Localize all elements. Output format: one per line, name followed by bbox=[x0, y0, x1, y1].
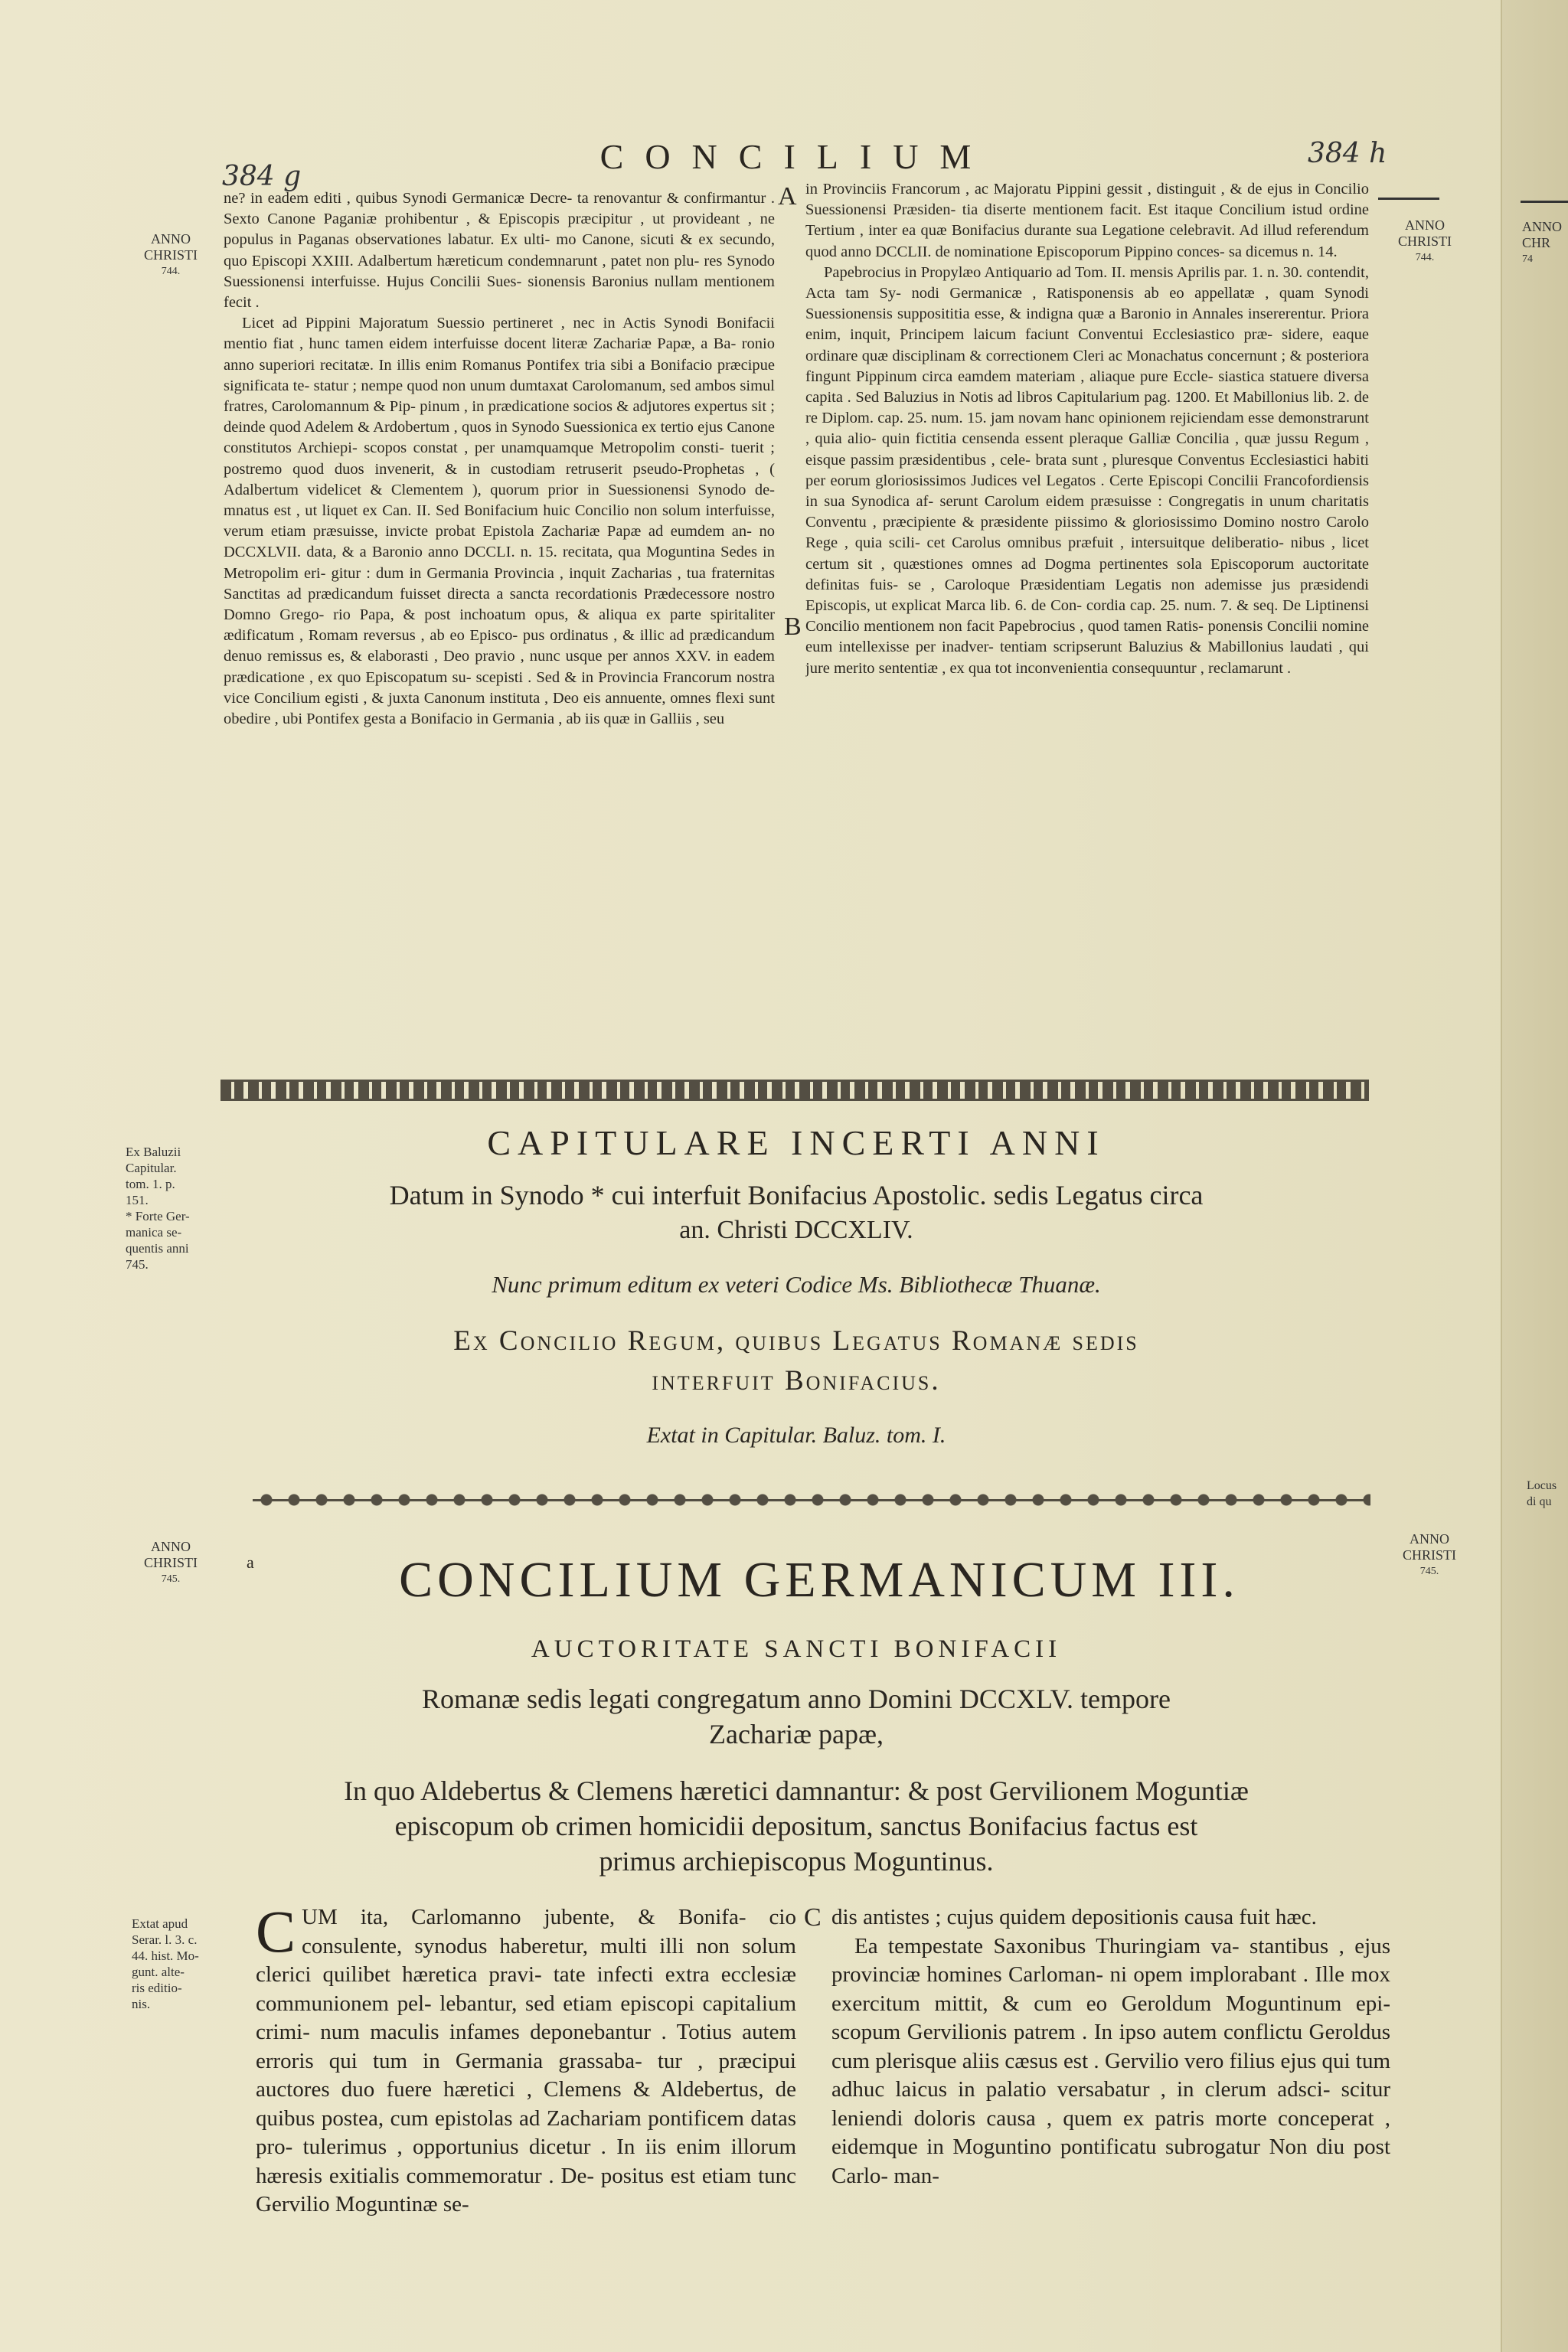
bottom-right-column bbox=[831, 1903, 1390, 2332]
margin-baluz-note bbox=[126, 1144, 233, 1272]
margin-anno-right-top bbox=[1383, 217, 1467, 266]
margin-anno-far-right-top bbox=[1522, 219, 1568, 267]
margin-line: 74 bbox=[1522, 253, 1533, 265]
capitulare-line1: Datum in Synodo * cui interfuit Bonifacius Apostolic. sedis Legatus circa bbox=[389, 1180, 1204, 1210]
margin-line: quentis anni bbox=[126, 1241, 189, 1256]
top-right-column bbox=[805, 179, 1369, 1081]
capitulare-line4: Ex Concilio Regum, quibus Legatus Romanæ sedis bbox=[453, 1325, 1139, 1357]
running-head: CONCILIUM bbox=[599, 137, 993, 176]
concilium-sub2: Romanæ sedis legati congregatum anno Domini DCCXLV. tempore bbox=[422, 1684, 1171, 1714]
margin-line: Capitular. bbox=[126, 1161, 177, 1175]
capitulare-line3: Nunc primum editum ex veteri Codice Ms. Bibliothecæ Thuanæ. bbox=[492, 1271, 1101, 1298]
note-marker-a: a bbox=[247, 1553, 254, 1572]
folio-left: 384 g bbox=[222, 161, 302, 192]
margin-extat-note bbox=[132, 1916, 239, 2012]
capitulare-line5: interfuit Bonifacius. bbox=[652, 1365, 941, 1396]
capitulare-title: CAPITULARE INCERTI ANNI bbox=[487, 1123, 1106, 1162]
ornament-rule-floral bbox=[253, 1487, 1370, 1513]
column-marker-a: A bbox=[778, 182, 797, 211]
paragraph: Licet ad Pippini Majoratum Suessio pertineret , nec in Actis Synodi Bonifacii mentio fiat , hunc tamen eidem interfuisse docent literæ Zachariæ Papæ, a Ba- ronio anno superiori recitatæ. In illis enim Romanus Pontifex tria sibi a Bonifacio præcipue significata te- statur ; nempe quod non unum dumtaxat Carolomanum, sed ambos simul fratres, Carolomannum & Pip- pinum , in prædicatione socios & adjutores expertus sit ; deinde quod Adelem & Ardobertum , quos in Synodo Suessionica ex tertio ejus Canone constitutos Archiepi- scopos constat , per unamquamque Metropolim consti- tuerit ; postremo quod duos invenerit, & in custodiam retruserit pseudo-Prophetas , ( Adalbertum videlicet & Clementem ), quorum prior in Suessionensi Synodo de- mnatus est , ut liquet ex Can. II. Sed Bonifacium huic Concilio non solum interfuisse, verum etiam præsuisse, invicte probat Epistola Zachariæ Papæ ad eumdem an- no DCCXLVII. data, & a Baronio anno DCCLI. n. 15. recitata, qua Moguntina Sedes in Metropolim eri- gitur : dum in Germania Provincia , inquit Zacharias , tua fraternitas Sanctitas ad prædicandum fuisset directa a sancta recordationis Prædecessore nostro Domno Grego- rio Papa, & post inchoatum opus, & aliqua ex parte spiritaliter ædificatum , Romam reversus , ab eo Episco- pus ordinatus , & illic ad prædicandum denuo remissus es, & elaborasti , Deo pravio , nunc usque per annos XXV. in eadem prædicatione , ex quo Episcopatum su- scepisti . Sed & in Provincia Francorum nostra vice Concilium egisti , & juxta Canonum instituta , Deo eis annuente, omnes flexi sunt obedire , ubi Pontifex gesta a Bonifacio in Germania , ab iis quæ in Galliis , seu bbox=[224, 315, 775, 728]
margin-line: ANNO bbox=[151, 1539, 191, 1554]
margin-rule bbox=[1378, 198, 1439, 200]
margin-line: CHRISTI bbox=[143, 247, 198, 263]
margin-line: di qu bbox=[1527, 1495, 1552, 1508]
margin-anno-left-mid bbox=[129, 1539, 213, 1587]
concilium-sub5: episcopum ob crimen homicidii depositum, sanctus Bonifacius factus est bbox=[394, 1811, 1198, 1841]
margin-line: CHRISTI bbox=[1397, 234, 1452, 249]
capitulare-line6: Extat in Capitular. Baluz. tom. I. bbox=[646, 1423, 946, 1448]
margin-line: tom. 1. p. bbox=[126, 1177, 175, 1191]
paragraph: Ea tempestate Saxonibus Thuringiam va- stantibus , ejus provinciæ homines Carloman- ni opem implorabant . Ille mox exercitum mittit, & cum eo Geroldum Moguntinum epi- scopum Gervilionis patrem . In ipso autem conflictu Geroldus cum plerisque aliis cæsus est . Gervilio vero filius ejus qui tum adhuc laicus in palatio versabatur , in clerum adsci- scitur leniendi doloris causa , quem ex patris morte conceperat , eidemque in Moguntino pontificatu subrogatur Non diu post Carlo- man- bbox=[831, 1933, 1390, 2188]
margin-line: nis. bbox=[132, 1997, 151, 2011]
paragraph: ne? in eadem editi , quibus Synodi Germanicæ Decre- ta renovantur & confirmantur . Sexto Canone Paganiæ prohibentur , & Episcopis præcipitur , ut provideant , ne populus in Paganas observationes labatur. Ex ulti- mo Canone, sicuti & ex secundo, quo Episcopi XXIII. Adalbertum hæreticum condemnarunt , patet non plu- res Synodo Suessionensi interfuisse. Hujus Concilii Sues- sionensis Baronius nullam mentionem fecit . bbox=[224, 190, 775, 312]
folio-right: 384 h bbox=[1308, 138, 1387, 169]
margin-line: 745. bbox=[126, 1257, 149, 1272]
paragraph: UM ita, Carlomanno jubente, & Bonifa- cio consulente, synodus haberetur, multi illi non solum clerici quilibet hæretica pravi- tate infecti extra ecclesiæ communionem pel- lebantur, sed etiam episcopi capitalium crimi- num maculis infames deponebantur . Totius autem erroris qui tum in Germania grassaba- tur , præcipui auctores duo fuere hæretici , Clemens & Aldebertus, de quibus postea, cum epistolas ad Zachariam pontificem datas pro- tulerimus , opportunius dicetur . In iis enim illorum hæresis exitialis commemoratur . De- positus est etiam tunc Gervilio Moguntinæ se- bbox=[256, 1905, 796, 2216]
drop-cap: C bbox=[256, 1903, 296, 1965]
column-marker-b: B bbox=[784, 612, 802, 641]
concilium-sub1: AUCTORITATE SANCTI BONIFACII bbox=[531, 1635, 1062, 1663]
margin-line: 745. bbox=[161, 1573, 181, 1585]
concilium-sub3: Zachariæ papæ, bbox=[709, 1719, 884, 1749]
facing-page-edge bbox=[1501, 0, 1568, 2352]
margin-line: CHRISTI bbox=[143, 1555, 198, 1570]
margin-line: 151. bbox=[126, 1193, 149, 1207]
margin-anno-left-top bbox=[129, 231, 213, 279]
ornament-rule bbox=[220, 1080, 1369, 1101]
margin-line: 745. bbox=[1419, 1566, 1439, 1577]
margin-line: ANNO bbox=[1522, 219, 1562, 234]
capitulare-line2: an. Christi DCCXLIV. bbox=[679, 1216, 913, 1244]
margin-line: Locus bbox=[1527, 1479, 1557, 1492]
margin-line: CHRISTI bbox=[1402, 1547, 1456, 1563]
margin-anno-right-mid bbox=[1387, 1531, 1472, 1579]
margin-line: * Forte Ger- bbox=[126, 1209, 190, 1223]
margin-rule bbox=[1521, 201, 1568, 203]
margin-line: ris editio- bbox=[132, 1981, 182, 1995]
margin-locus-note bbox=[1527, 1478, 1568, 1510]
margin-line: 744. bbox=[161, 266, 181, 277]
margin-line: 744. bbox=[1415, 252, 1435, 263]
margin-line: Ex Baluzii bbox=[126, 1145, 181, 1159]
margin-line: Extat apud bbox=[132, 1916, 188, 1931]
concilium-sub6: primus archiepiscopus Moguntinus. bbox=[599, 1846, 994, 1877]
margin-line: 44. hist. Mo- bbox=[132, 1949, 199, 1963]
margin-line: manica se- bbox=[126, 1225, 182, 1240]
concilium-title: CONCILIUM GERMANICUM III. bbox=[399, 1552, 1240, 1608]
top-left-column bbox=[224, 188, 775, 1081]
paragraph: dis antistes ; cujus quidem depositionis causa fuit hæc. bbox=[831, 1905, 1317, 1929]
margin-line: ANNO bbox=[1405, 217, 1445, 233]
bottom-left-column bbox=[256, 1903, 796, 2301]
margin-line: ANNO bbox=[1410, 1531, 1449, 1547]
margin-line: gunt. alte- bbox=[132, 1965, 185, 1979]
concilium-sub4: In quo Aldebertus & Clemens hæretici damnantur: & post Gervilionem Moguntiæ bbox=[344, 1775, 1249, 1806]
column-marker-c: C bbox=[804, 1903, 822, 1932]
margin-line: ANNO bbox=[151, 231, 191, 247]
margin-line: Serar. l. 3. c. bbox=[132, 1932, 198, 1947]
paragraph: Papebrocius in Propylæo Antiquario ad Tom. II. mensis Aprilis par. 1. n. 30. contendit, Acta tam Sy- nodi Germanicæ , Ratisponensis ab eo appellatæ , quam Synodi Suessionensis supposititia esse, & indigna quæ a Baronio in Annales insererentur. Priora enim, inquit, Principem laicum faciunt Conventui Ecclesiastico præ- sidere, eaque ordinare quæ disciplinam & correctionem Cleri ac Monachatus concernunt ; & posteriora fingunt Pippinum circa eamdem materiam , aliaque pure Eccle- siastica statuere diversa capita . Sed Baluzius in Notis ad libros Capitularium pag. 1200. Et Mabillonius lib. 2. de re Diplom. cap. 25. num. 15. jam novam hanc opinionem rejiciendam esse demonstrarunt , quia alio- quin fictitia censenda essent pleraque Galliæ Concilia , quæ jussu Regum , eisque passim præsidentibus , cele- brata sunt , pluresque Conventus Ecclesiastici habiti per eorum gloriosissimos Judices vel Legatos . Certe Episcopi Concilii Francofordiensis in sua Synodica af- serunt Carolum eidem præsuisse : Congregatis in unum charitatis Conventu , præcipiente & præsidente piissimo & gloriosissimo Domino nostro Carolo Rege , quia scili- cet Carolus omnibus præfuit , intersuitque deliberatio- nibus , licet certum sit , quæstiones omnes ad Dogma pertinentes sola Episcoporum auctoritate definitas fuis- se , Caroloque Præsidentiam Legatis non ademisse jus præsidendi Episcopis, ut explicat Marca lib. 6. de Con- cordia cap. 25. num. 7. & seq. De Liptinensi Concilio mentionem non facit Papebrocius , quod tamen Ratis- ponensis Concilii nomine eum intellexisse per inadver- tentiam scripserunt Baluzius & Mabillonius laudati , qui jure merito sententiæ , ex qua tot inconvenientia consequuntur , reclamarunt . bbox=[805, 263, 1369, 677]
margin-line: CHR bbox=[1522, 235, 1551, 250]
paragraph: in Provinciis Francorum , ac Majoratu Pippini gessit , distinguit , & de ejus in Concilio Suessionensi Præsiden- tia diserte mentionem facit. Est itaque Concilium istud ordine Tertium , inter ea quæ Bonifacius durante sua Legatione celebravit. Ad illud referendum quod anno DCCLII. de nominatione Episcoporum Pippino conces- sa dicemus n. 14. bbox=[805, 181, 1369, 260]
